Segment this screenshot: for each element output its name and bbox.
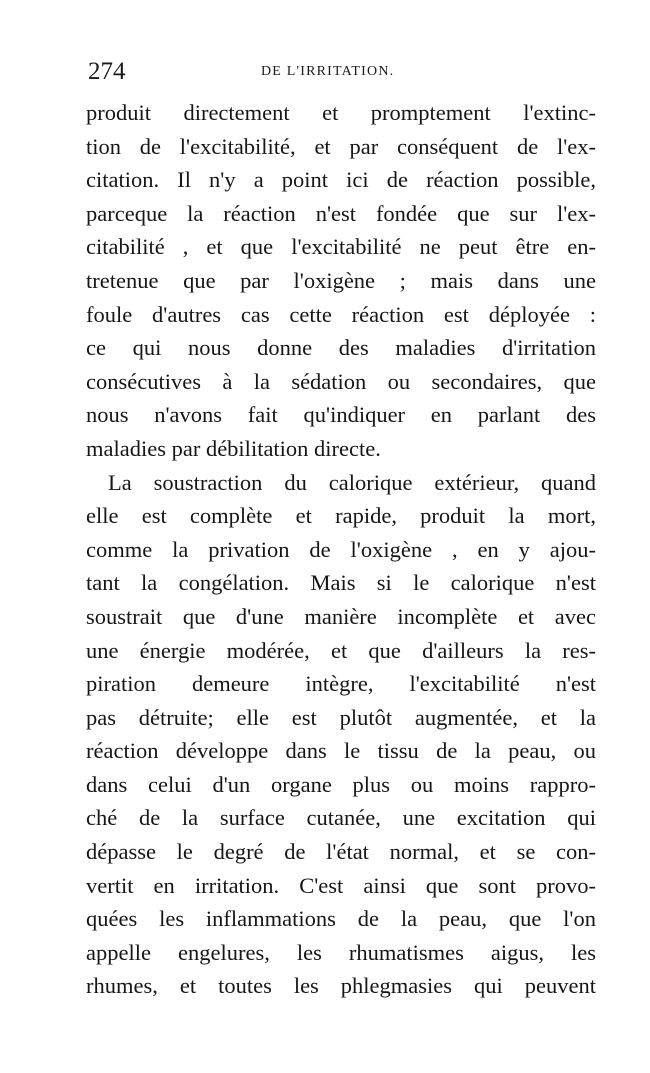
text-line: consécutives à la sédation ou secondaires, que: [86, 368, 596, 394]
text-line: tant la congélation. Mais si le calorique n'est: [86, 570, 596, 596]
text-line: tretenue que par l'oxigène ; mais dans une: [86, 267, 596, 293]
page-header: [86, 58, 594, 88]
text-line: appelle engelures, les rhumatismes aigus, les: [86, 939, 596, 965]
text-line: pas détruite; elle est plutôt augmentée, et la: [86, 704, 596, 730]
text-line: ce qui nous donne des maladies d'irritation: [86, 335, 596, 361]
text-line: nous n'avons fait qu'indiquer en parlant des: [86, 402, 596, 428]
text-line: vertit en irritation. C'est ainsi que sont provo-: [86, 872, 596, 898]
text-line: une énergie modérée, et que d'ailleurs la res-: [86, 637, 596, 663]
text-line: piration demeure intègre, l'excitabilité n'est: [86, 671, 596, 697]
text-line: comme la privation de l'oxigène , en y ajou-: [86, 536, 596, 562]
text-line: dans celui d'un organe plus ou moins rappro-: [86, 771, 596, 797]
text-line: citation. Il n'y a point ici de réaction possible,: [86, 167, 596, 193]
text-line: foule d'autres cas cette réaction est déployée :: [86, 301, 596, 327]
text-line: soustrait que d'une manière incomplète et avec: [86, 603, 596, 629]
body-text: [86, 96, 596, 1003]
page-number: 274: [88, 58, 126, 85]
text-line: ché de la surface cutanée, une excitation qui: [86, 805, 596, 831]
running-head: DE L'IRRITATION.: [261, 64, 395, 79]
text-line: maladies par débilitation directe.: [86, 435, 381, 461]
text-line: parceque la réaction n'est fondée que sur l'ex-: [86, 200, 596, 226]
paragraph-start-line: La soustraction du calorique extérieur, quand: [108, 469, 596, 495]
text-line: produit directement et promptement l'extinc-: [86, 100, 596, 125]
text-line: rhumes, et toutes les phlegmasies qui peuvent: [86, 973, 596, 999]
text-line: quées les inflammations de la peau, que l'on: [86, 906, 596, 932]
text-line: citabilité , et que l'excitabilité ne peut être en-: [86, 234, 596, 260]
text-line: tion de l'excitabilité, et par conséquent de l'ex-: [86, 133, 596, 159]
text-line: elle est complète et rapide, produit la mort,: [86, 503, 596, 529]
text-line: dépasse le degré de l'état normal, et se con-: [86, 839, 596, 865]
text-line: réaction développe dans le tissu de la peau, ou: [86, 738, 596, 764]
